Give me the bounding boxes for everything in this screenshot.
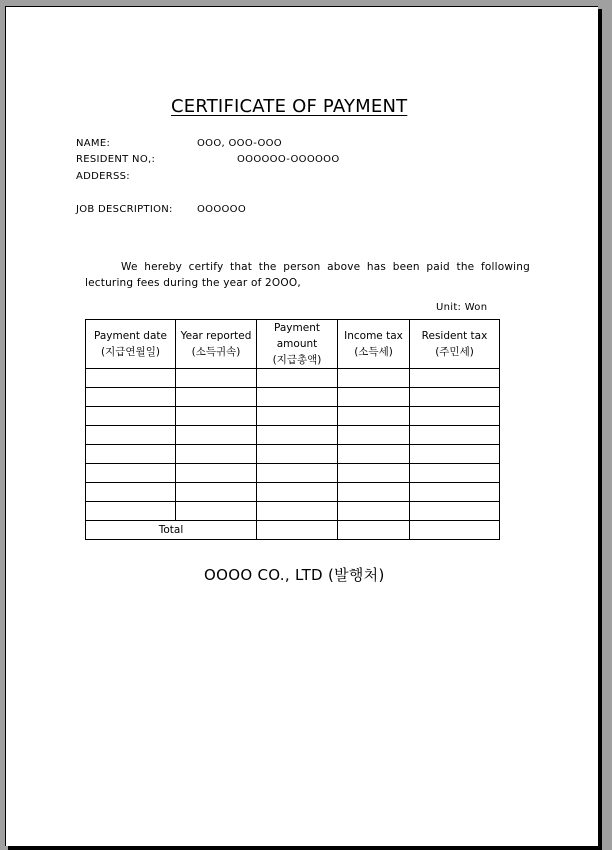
name-value: OOO, OOO-OOO	[197, 138, 282, 149]
table-row	[86, 369, 500, 388]
address-label: ADDERSS:	[76, 171, 130, 182]
statement-line-2: lecturing fees during the year of 2OOO,	[85, 277, 301, 289]
table-row	[86, 502, 500, 521]
table-total-row	[86, 521, 500, 540]
header-year-reported: Year reported (소득귀속)	[176, 320, 257, 369]
table-row	[86, 445, 500, 464]
payment-table	[85, 319, 500, 540]
header-income-tax: Income tax (소득세)	[338, 320, 410, 369]
table-row	[86, 407, 500, 426]
header-payment-amount: Payment amount (지급총액)	[257, 320, 338, 369]
table-header-row	[86, 320, 500, 369]
certification-statement	[85, 259, 530, 291]
resident-no-value: OOOOOO-OOOOOO	[237, 154, 340, 165]
table-row	[86, 464, 500, 483]
table-row	[86, 426, 500, 445]
job-description-value: OOOOOO	[197, 204, 247, 215]
document-page	[5, 6, 598, 846]
unit-label: Unit: Won	[436, 302, 488, 313]
table-row	[86, 483, 500, 502]
total-label: Total	[86, 521, 257, 540]
resident-no-label: RESIDENT NO,:	[76, 154, 156, 165]
statement-line-1: We hereby certify that the person above has been paid the following	[121, 261, 530, 273]
issuer-company: OOOO CO., LTD (발행처)	[204, 566, 385, 584]
job-description-label: JOB DESCRIPTION:	[76, 204, 173, 215]
header-resident-tax: Resident tax (주민세)	[410, 320, 500, 369]
document-title: CERTIFICATE OF PAYMENT	[171, 96, 408, 117]
header-payment-date: Payment date (지급연월일)	[86, 320, 176, 369]
table-row	[86, 388, 500, 407]
name-label: NAME:	[76, 138, 111, 149]
